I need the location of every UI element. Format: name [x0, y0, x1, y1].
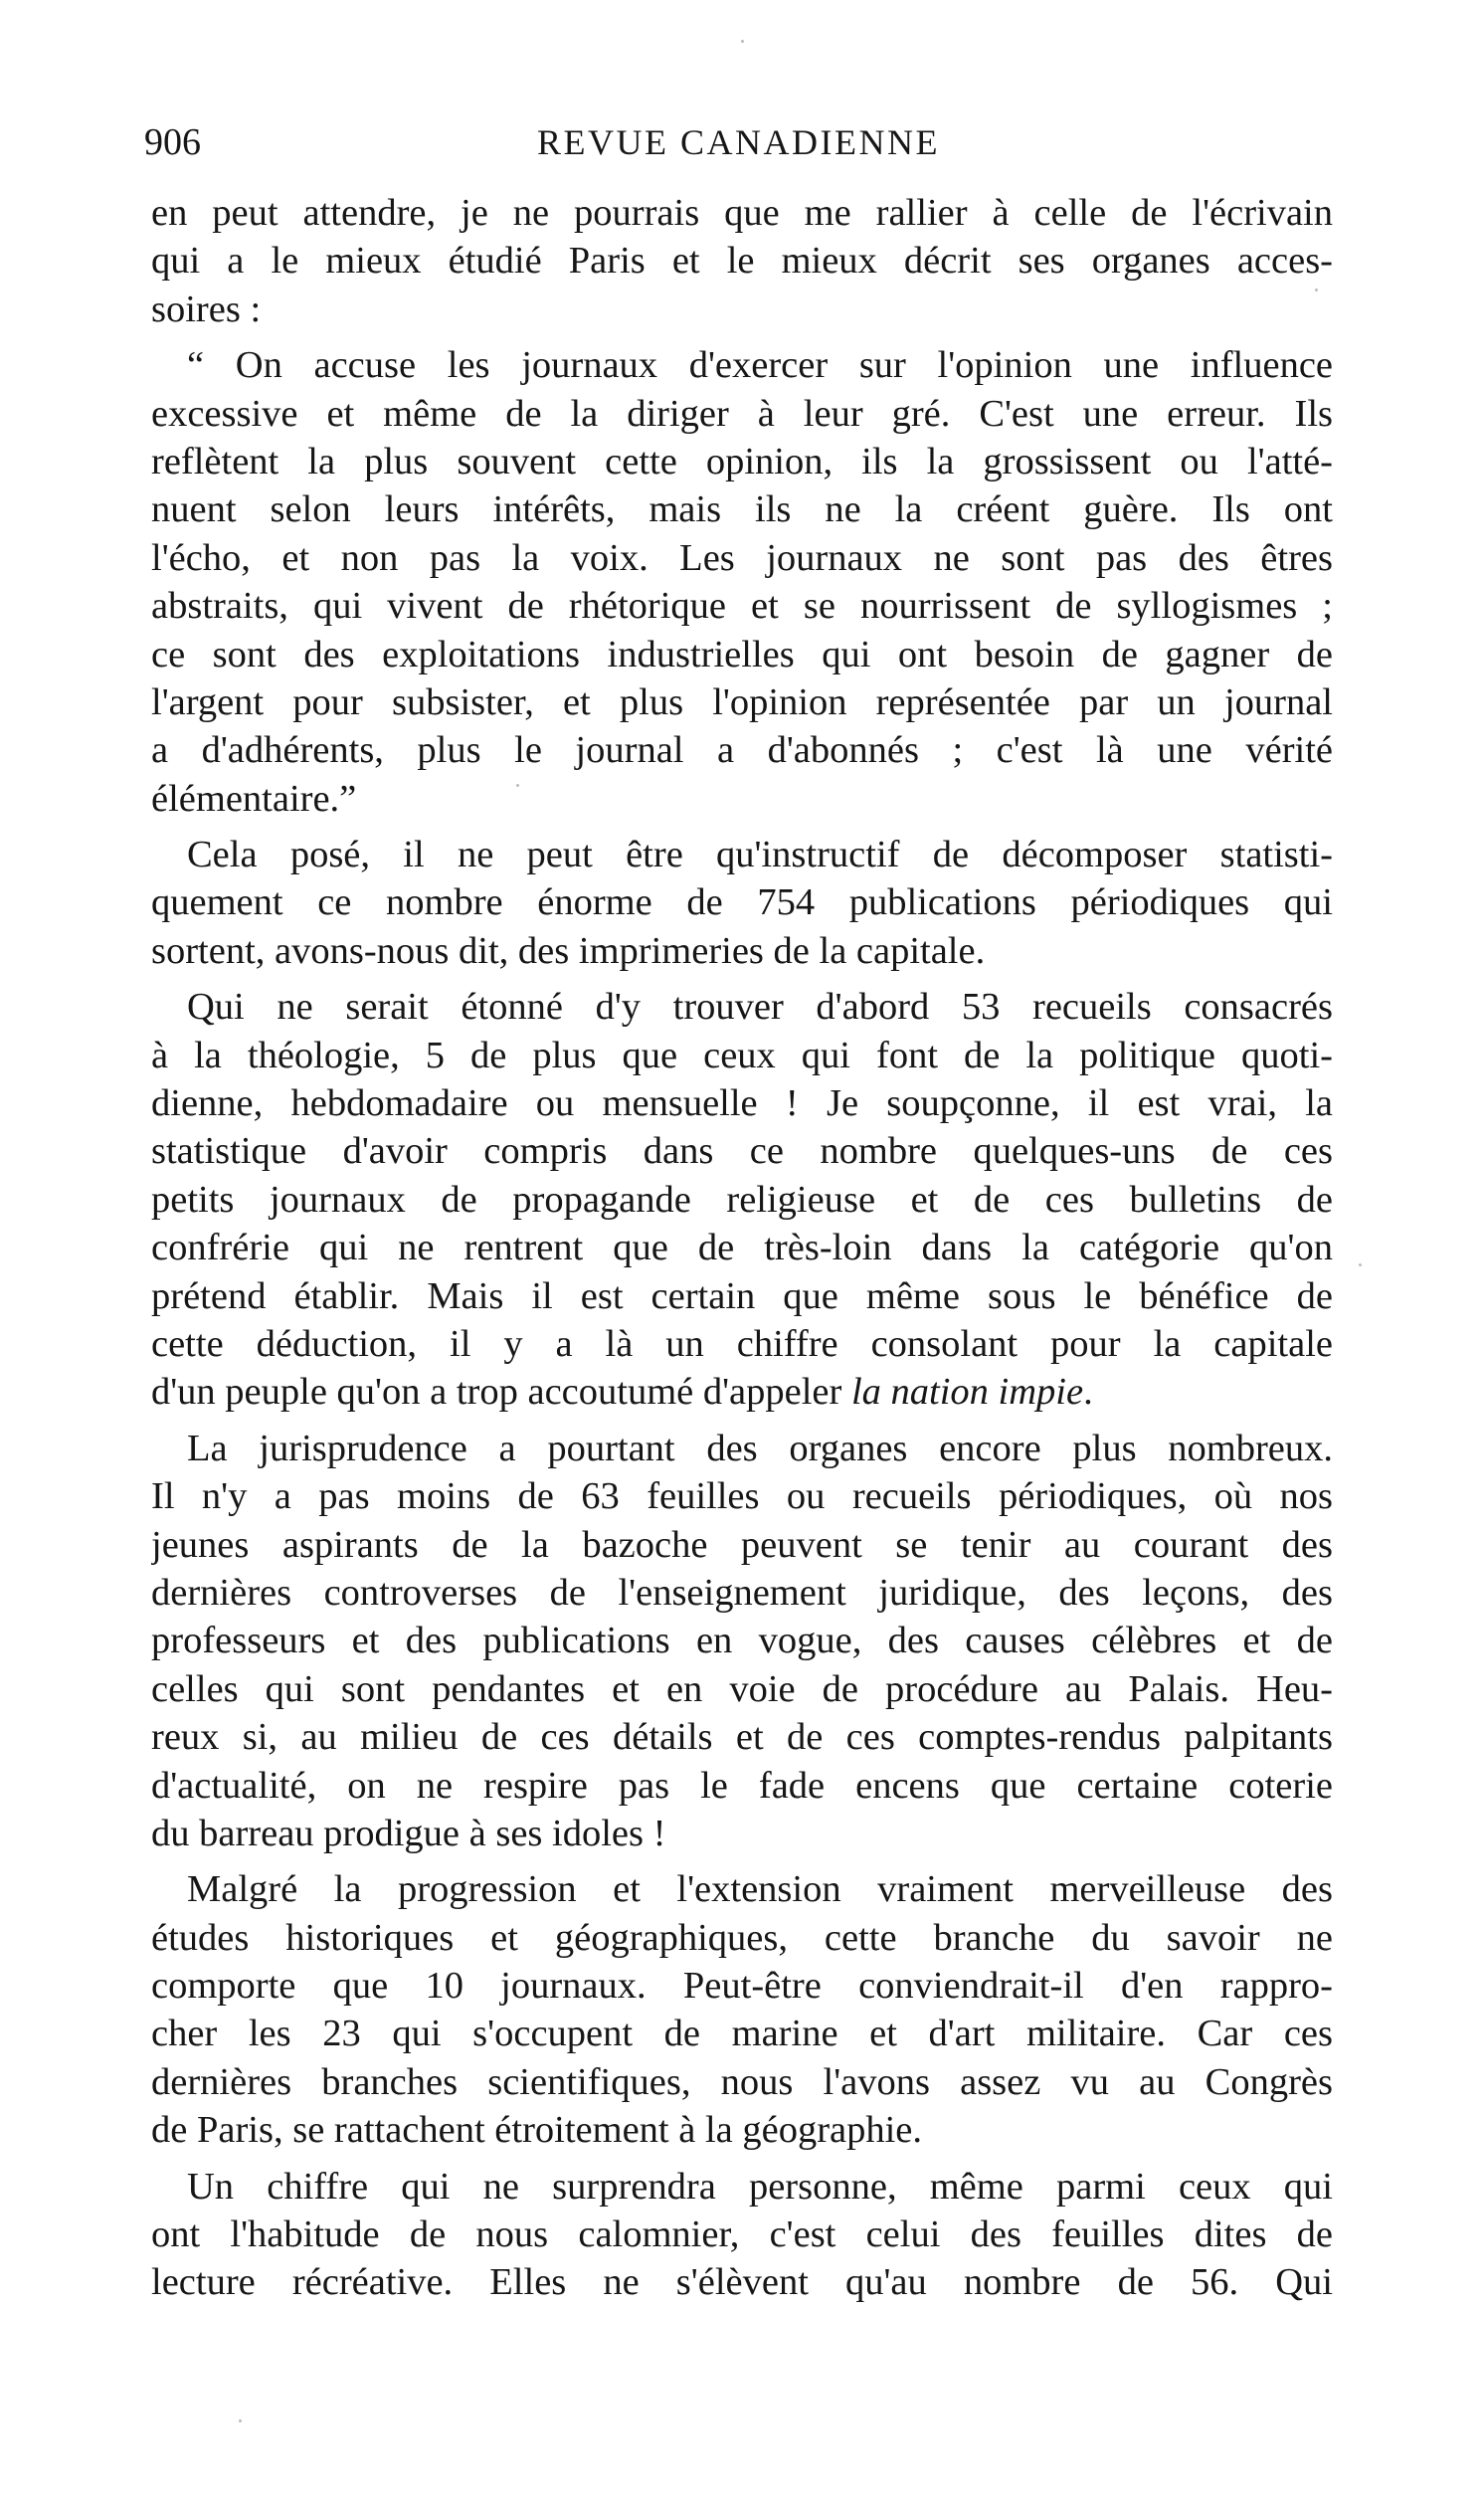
text-line: excessive et même de la diriger à leur gré. C'est une erreur. Ils — [151, 392, 1333, 435]
page-number: 906 — [144, 121, 201, 163]
text-line: dienne, hebdomadaire ou mensuelle ! Je soupçonne, il est vrai, la — [151, 1082, 1333, 1125]
text-line: dernières branches scientifiques, nous l'avons assez vu au Congrès — [151, 2060, 1333, 2103]
print-speck — [1359, 1263, 1362, 1266]
text-line: ce sont des exploitations industrielles qui ont besoin de gagner de — [151, 633, 1333, 675]
text-line: celles qui sont pendantes et en voie de procédure au Palais. Heu- — [151, 1667, 1333, 1710]
text-line: soires : — [151, 288, 262, 330]
text-line: de Paris, se rattachent étroitement à la géographie. — [151, 2109, 923, 2152]
paragraph — [151, 341, 1333, 823]
paragraph-gap — [151, 2155, 1333, 2163]
print-speck — [1315, 288, 1318, 291]
text-line: cette déduction, il y a là un chiffre consolant pour la capitale — [151, 1322, 1333, 1365]
print-speck — [741, 40, 744, 43]
text-line: d'actualité, on ne respire pas le fade encens que certaine coterie — [151, 1764, 1333, 1807]
paragraph — [151, 831, 1333, 975]
paragraph-gap — [151, 1857, 1333, 1865]
text-line: lecture récréative. Elles ne s'élèvent qu'au nombre de 56. Qui — [151, 2261, 1333, 2304]
text-line: dernières controverses de l'enseignement juridique, des leçons, des — [151, 1571, 1333, 1614]
text-line: jeunes aspirants de la bazoche peuvent se tenir au courant des — [151, 1523, 1333, 1566]
paragraph — [151, 1865, 1333, 2154]
text-line: cher les 23 qui s'occupent de marine et d'art militaire. Car ces — [151, 2013, 1333, 2055]
text-line: confrérie qui ne rentrent que de très-loin dans la catégorie qu'on — [151, 1227, 1333, 1269]
text-line: Qui ne serait étonné d'y trouver d'abord 53 recueils consacrés — [187, 986, 1333, 1029]
text-line: prétend établir. Mais il est certain que même sous le bénéfice de — [151, 1274, 1333, 1317]
italic-phrase: la nation impie — [850, 1371, 1084, 1414]
text-line: ont l'habitude de nous calomnier, c'est celui des feuilles dites de — [151, 2213, 1333, 2256]
print-speck — [239, 2419, 242, 2422]
text-line: professeurs et des publications en vogue, des causes célèbres et de — [151, 1620, 1333, 1662]
text-line: du barreau prodigue à ses idoles ! — [151, 1812, 666, 1854]
text-line: à la théologie, 5 de plus que ceux qui font de la politique quoti- — [151, 1034, 1333, 1076]
text-line: Il n'y a pas moins de 63 feuilles ou recueils périodiques, où nos — [151, 1475, 1333, 1518]
paragraph — [151, 189, 1333, 333]
text-line: études historiques et géographiques, cette branche du savoir ne — [151, 1916, 1333, 1959]
text-line: l'argent pour subsister, et plus l'opinion représentée par un journal — [151, 680, 1333, 723]
text-line: élémentaire.” — [151, 777, 357, 820]
running-title: REVUE CANADIENNE — [537, 122, 940, 162]
paragraph-gap — [151, 333, 1333, 341]
text-line: reflètent la plus souvent cette opinion, ils la grossissent ou l'atté- — [151, 440, 1333, 482]
paragraph-gap — [151, 823, 1333, 831]
text-line: “ On accuse les journaux d'exercer sur l'opinion une influence — [187, 344, 1333, 387]
text-line: quement ce nombre énorme de 754 publications périodiques qui — [151, 881, 1333, 924]
print-speck — [516, 784, 519, 787]
text-line: abstraits, qui vivent de rhétorique et se nourrissent de syllogismes ; — [151, 585, 1333, 628]
paragraph — [151, 1425, 1333, 1858]
text-line: sortent, avons-nous dit, des imprimeries de la capitale. — [151, 929, 986, 972]
text-line: l'écho, et non pas la voix. Les journaux ne sont pas des êtres — [151, 536, 1333, 579]
text-line: Un chiffre qui ne surprendra personne, même parmi ceux qui — [187, 2165, 1333, 2208]
text-line: nuent selon leurs intérêts, mais ils ne la créent guère. Ils ont — [151, 488, 1333, 531]
paragraph — [151, 983, 1333, 1417]
text-line: a d'adhérents, plus le journal a d'abonnés ; c'est là une vérité — [151, 729, 1333, 772]
text-line: qui a le mieux étudié Paris et le mieux décrit ses organes acces- — [151, 240, 1333, 283]
text-line: petits journaux de propagande religieuse et de ces bulletins de — [151, 1178, 1333, 1221]
paragraph-gap — [151, 1417, 1333, 1425]
text-line: comporte que 10 journaux. Peut-être conviendrait-il d'en rappro- — [151, 1965, 1333, 2008]
body-text — [151, 189, 1333, 2307]
page-header — [144, 117, 1333, 167]
text-line: reux si, au milieu de ces détails et de ces comptes-rendus palpitants — [151, 1716, 1333, 1759]
text-line: en peut attendre, je ne pourrais que me rallier à celle de l'écrivain — [151, 192, 1333, 234]
paragraph — [151, 2163, 1333, 2307]
text-line: d'un peuple qu'on a trop accoutumé d'appeler la nation impie. — [151, 1371, 1093, 1414]
text-line: statistique d'avoir compris dans ce nombre quelques-uns de ces — [151, 1130, 1333, 1173]
text-line: Malgré la progression et l'extension vraiment merveilleuse des — [187, 1868, 1333, 1911]
text-line: La jurisprudence a pourtant des organes encore plus nombreux. — [187, 1427, 1333, 1469]
text-line: Cela posé, il ne peut être qu'instructif de décomposer statisti- — [187, 834, 1333, 876]
paragraph-gap — [151, 975, 1333, 983]
